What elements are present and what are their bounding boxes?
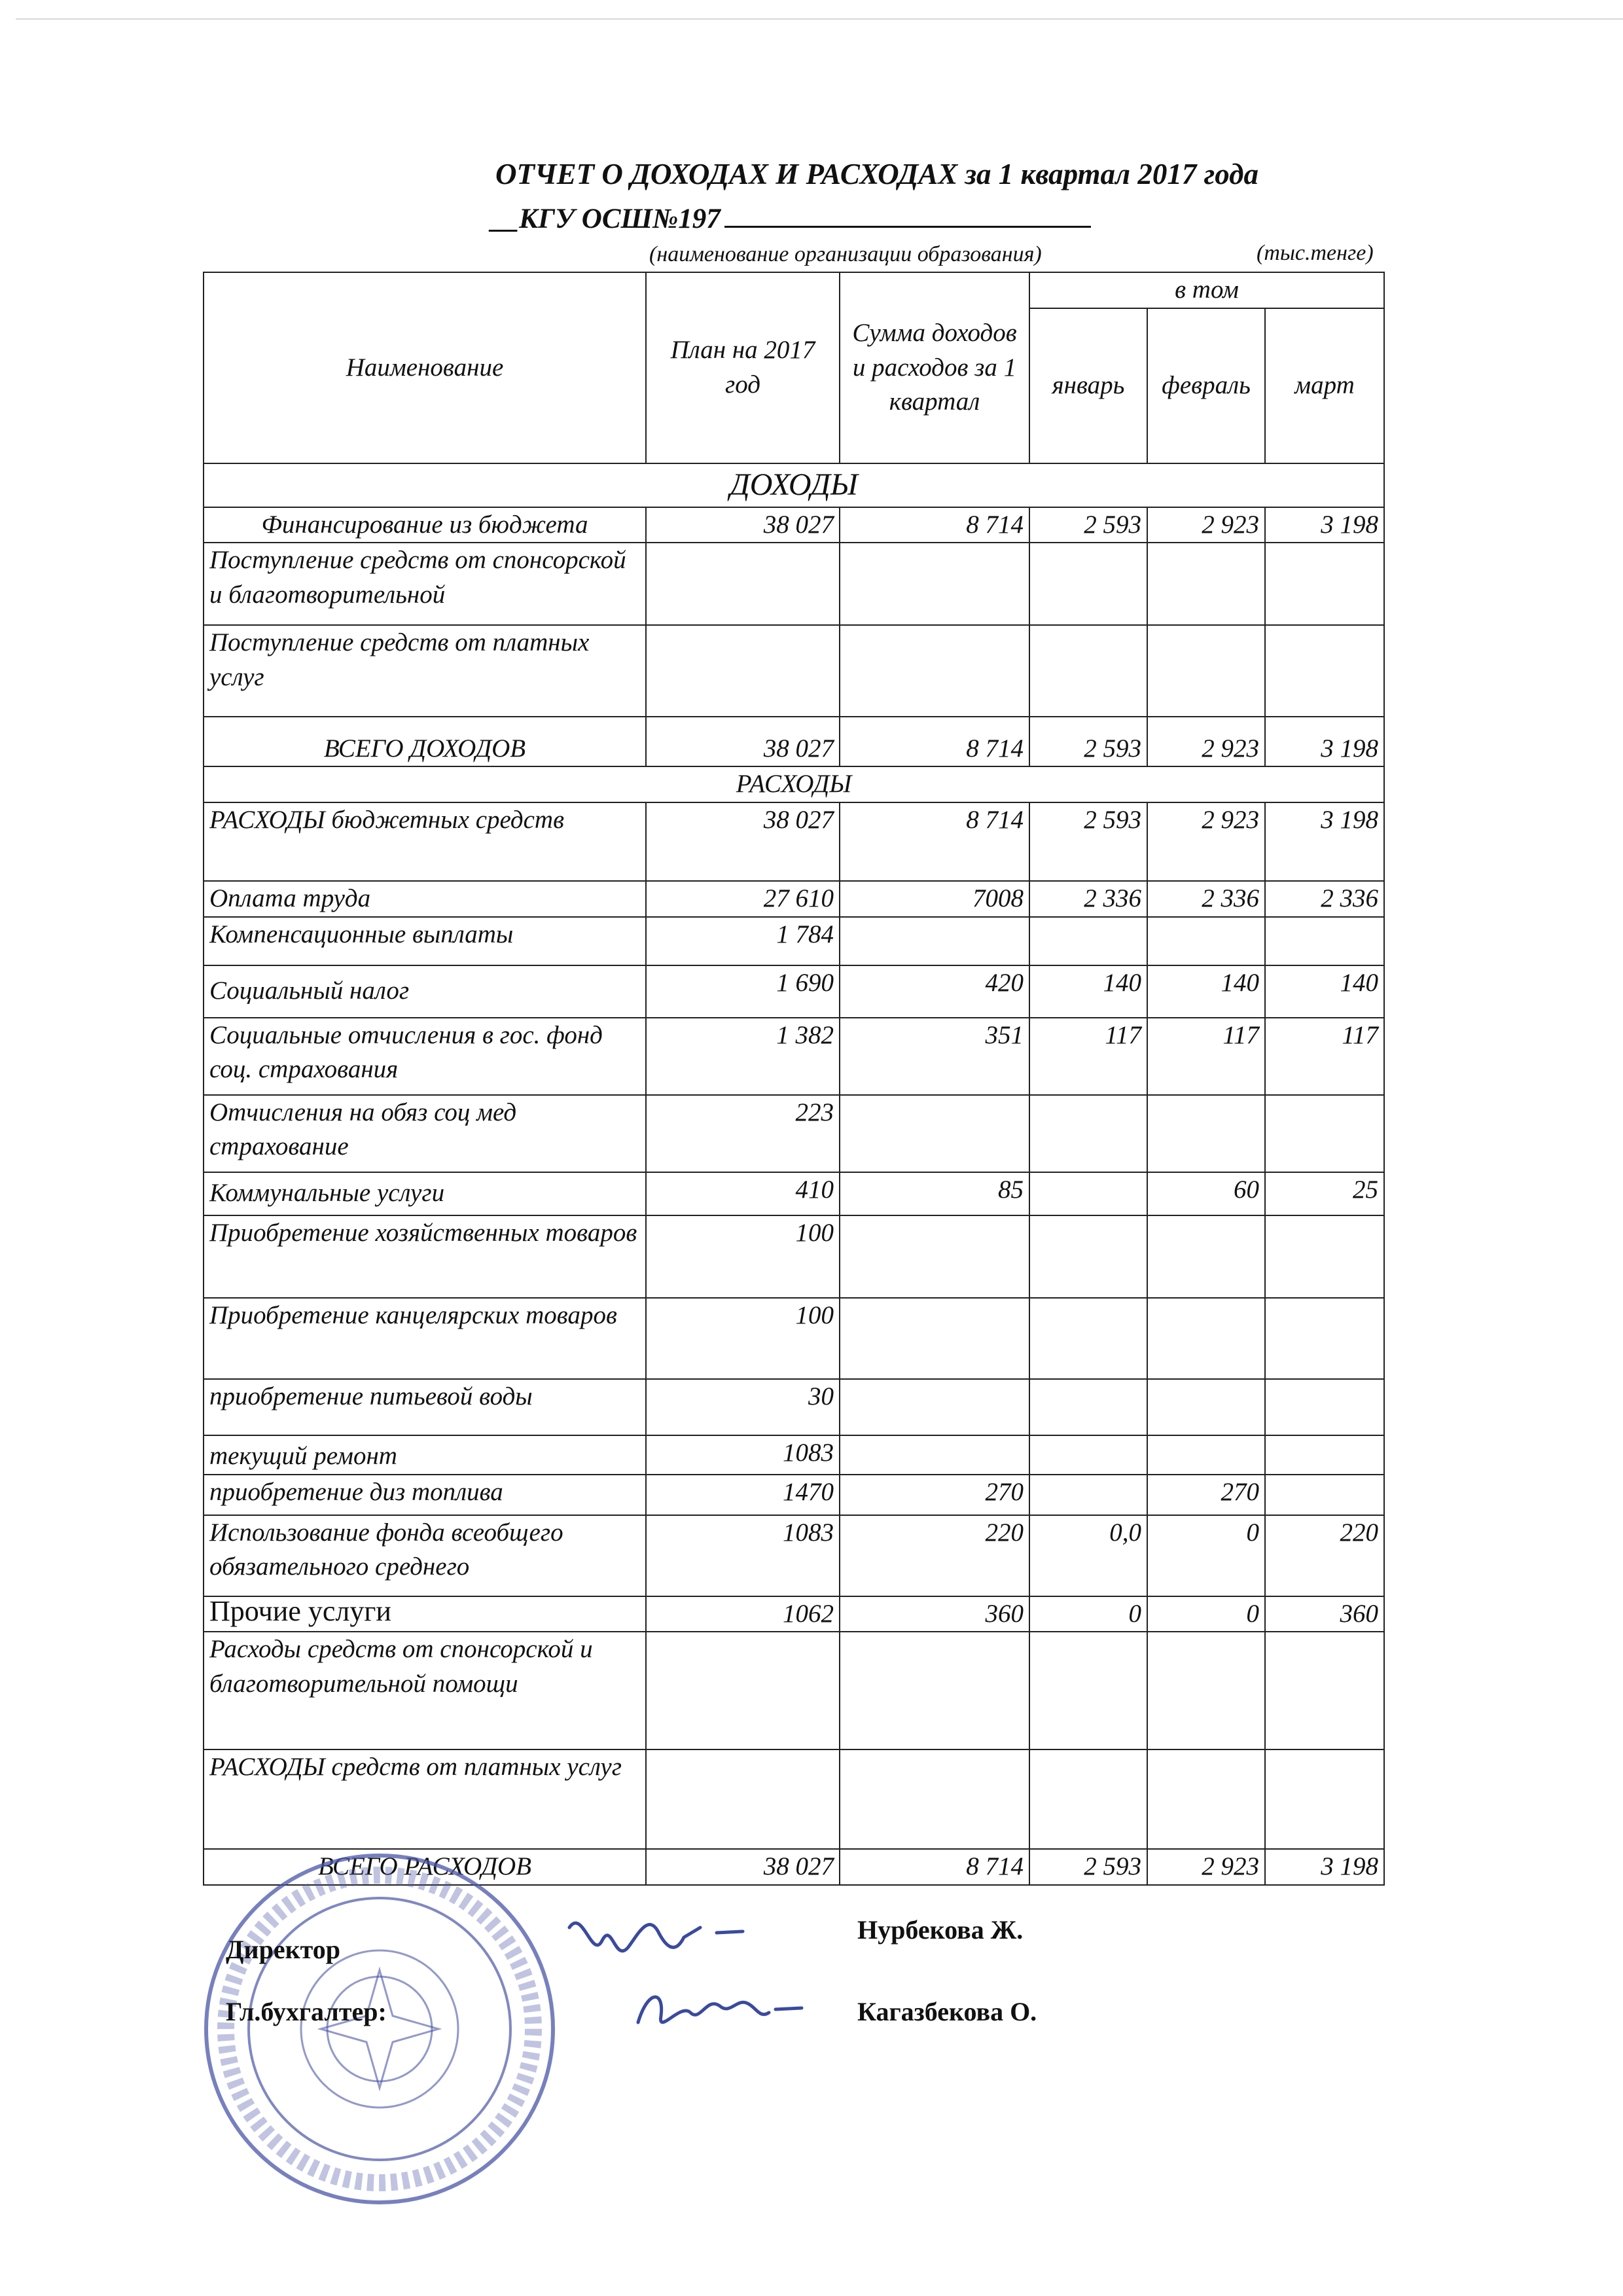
cell-mar <box>1265 1298 1384 1379</box>
row-name: Коммунальные услуги <box>204 1172 646 1215</box>
row-name: Финансирование из бюджета <box>204 507 646 543</box>
organization-caption: (наименование организации образования) <box>649 242 1042 266</box>
cell-sum: 270 <box>840 1475 1029 1515</box>
table-row <box>204 543 1384 625</box>
table-row <box>204 917 1384 965</box>
row-name: Оплата труда <box>204 881 646 917</box>
cell-mar: 3 198 <box>1265 507 1384 543</box>
cell-feb: 2 923 <box>1147 1849 1265 1885</box>
table-row <box>204 1298 1384 1379</box>
cell-jan: 0 <box>1029 1596 1147 1632</box>
cell-feb <box>1147 1379 1265 1435</box>
official-seal <box>196 1846 563 2212</box>
cell-feb <box>1147 1215 1265 1298</box>
cell-mar: 140 <box>1265 965 1384 1018</box>
row-name: Компенсационные выплаты <box>204 917 646 965</box>
cell-feb: 2 923 <box>1147 507 1265 543</box>
organization-name <box>491 203 1091 235</box>
cell-plan: 38 027 <box>646 802 840 881</box>
cell-mar <box>1265 1475 1384 1515</box>
header-in-that: в том <box>1029 272 1384 308</box>
row-name: Расходы средств от спонсорской и благотворительной помощи <box>204 1632 646 1749</box>
header-mar: март <box>1265 308 1384 463</box>
cell-jan <box>1029 543 1147 625</box>
header-sum: Сумма доходов и расходов за 1 квартал <box>840 272 1029 463</box>
cell-jan: 2 336 <box>1029 881 1147 917</box>
cell-mar <box>1265 543 1384 625</box>
table-row <box>204 965 1384 1018</box>
cell-feb: 0 <box>1147 1596 1265 1632</box>
cell-mar <box>1265 1379 1384 1435</box>
header-name: Наименование <box>204 272 646 463</box>
cell-plan: 1 690 <box>646 965 840 1018</box>
cell-plan: 410 <box>646 1172 840 1215</box>
cell-feb <box>1147 625 1265 717</box>
table-row <box>204 802 1384 881</box>
cell-plan <box>646 543 840 625</box>
scan-edge <box>16 18 1623 20</box>
report-title: ОТЧЕТ О ДОХОДАХ И РАСХОДАХ за 1 квартал 2017 года <box>495 158 1258 190</box>
director-label: Директор <box>226 1935 340 1964</box>
table-row <box>204 1172 1384 1215</box>
cell-sum: 360 <box>840 1596 1029 1632</box>
cell-jan: 140 <box>1029 965 1147 1018</box>
cell-feb <box>1147 1298 1265 1379</box>
table-row <box>204 1515 1384 1596</box>
cell-sum <box>840 543 1029 625</box>
cell-jan <box>1029 1215 1147 1298</box>
cell-jan <box>1029 625 1147 717</box>
cell-jan <box>1029 1632 1147 1749</box>
table-row <box>204 1018 1384 1095</box>
cell-jan: 0,0 <box>1029 1515 1147 1596</box>
cell-mar <box>1265 1435 1384 1475</box>
expense-section-title: РАСХОДЫ <box>204 766 1384 802</box>
cell-plan: 30 <box>646 1379 840 1435</box>
cell-plan: 223 <box>646 1095 840 1172</box>
row-name: Использование фонда всеобщего обязательного среднего <box>204 1515 646 1596</box>
row-name: ВСЕГО РАСХОДОВ <box>204 1849 646 1885</box>
accountant-signature <box>628 1977 812 2042</box>
cell-mar: 25 <box>1265 1172 1384 1215</box>
cell-sum: 351 <box>840 1018 1029 1095</box>
row-name: Поступление средств от спонсорской и благотворительной <box>204 543 646 625</box>
organization-name-text: __КГУ ОСШ№197 <box>491 204 721 234</box>
row-name: Приобретение канцелярских товаров <box>204 1298 646 1379</box>
cell-sum: 7008 <box>840 881 1029 917</box>
row-name: Социальные отчисления в гос. фонд соц. страхования <box>204 1018 646 1095</box>
row-name: Социальный налог <box>204 965 646 1018</box>
table-row <box>204 1379 1384 1435</box>
cell-plan: 38 027 <box>646 507 840 543</box>
cell-sum <box>840 1435 1029 1475</box>
cell-feb <box>1147 917 1265 965</box>
cell-mar: 3 198 <box>1265 802 1384 881</box>
cell-jan <box>1029 1749 1147 1849</box>
cell-feb: 270 <box>1147 1475 1265 1515</box>
cell-plan: 38 027 <box>646 1849 840 1885</box>
row-name: приобретение диз топлива <box>204 1475 646 1515</box>
row-name: текущий ремонт <box>204 1435 646 1475</box>
cell-mar <box>1265 1749 1384 1849</box>
cell-mar: 3 198 <box>1265 1849 1384 1885</box>
cell-mar <box>1265 1095 1384 1172</box>
cell-sum <box>840 1215 1029 1298</box>
cell-plan: 27 610 <box>646 881 840 917</box>
header-plan: План на 2017 год <box>646 272 840 463</box>
cell-jan <box>1029 1379 1147 1435</box>
cell-sum: 8 714 <box>840 802 1029 881</box>
cell-plan <box>646 1749 840 1849</box>
cell-sum <box>840 1632 1029 1749</box>
row-name: РАСХОДЫ бюджетных средств <box>204 802 646 881</box>
cell-sum: 85 <box>840 1172 1029 1215</box>
cell-plan <box>646 1632 840 1749</box>
cell-plan: 100 <box>646 1298 840 1379</box>
cell-mar <box>1265 625 1384 717</box>
accountant-label: Гл.бухгалтер: <box>226 1997 387 2026</box>
cell-plan: 1083 <box>646 1515 840 1596</box>
cell-mar: 3 198 <box>1265 717 1384 766</box>
director-signature <box>563 1901 772 1973</box>
cell-plan: 1062 <box>646 1596 840 1632</box>
organization-underline <box>724 204 1091 228</box>
cell-plan: 1083 <box>646 1435 840 1475</box>
cell-jan: 2 593 <box>1029 507 1147 543</box>
cell-jan <box>1029 1298 1147 1379</box>
header-jan: январь <box>1029 308 1147 463</box>
cell-plan <box>646 625 840 717</box>
cell-sum: 8 714 <box>840 1849 1029 1885</box>
cell-jan: 2 593 <box>1029 802 1147 881</box>
row-name: ВСЕГО ДОХОДОВ <box>204 717 646 766</box>
cell-sum <box>840 625 1029 717</box>
cell-jan: 117 <box>1029 1018 1147 1095</box>
cell-sum <box>840 1749 1029 1849</box>
table-row <box>204 881 1384 917</box>
cell-feb <box>1147 543 1265 625</box>
cell-plan: 38 027 <box>646 717 840 766</box>
cell-mar: 220 <box>1265 1515 1384 1596</box>
cell-jan <box>1029 1095 1147 1172</box>
cell-mar: 360 <box>1265 1596 1384 1632</box>
report-table <box>203 272 1385 1886</box>
cell-feb <box>1147 1749 1265 1849</box>
cell-mar <box>1265 1215 1384 1298</box>
cell-mar <box>1265 917 1384 965</box>
row-name: Приобретение хозяйственных товаров <box>204 1215 646 1298</box>
cell-plan: 1470 <box>646 1475 840 1515</box>
cell-mar <box>1265 1632 1384 1749</box>
table-row <box>204 1435 1384 1475</box>
cell-sum: 420 <box>840 965 1029 1018</box>
accountant-name: Кагазбекова О. <box>857 1997 1037 2026</box>
cell-feb <box>1147 1632 1265 1749</box>
cell-feb: 140 <box>1147 965 1265 1018</box>
table-row <box>204 1475 1384 1515</box>
cell-feb: 60 <box>1147 1172 1265 1215</box>
cell-mar: 2 336 <box>1265 881 1384 917</box>
cell-jan <box>1029 1435 1147 1475</box>
cell-feb: 117 <box>1147 1018 1265 1095</box>
cell-jan <box>1029 1172 1147 1215</box>
units-label: (тыс.тенге) <box>1257 241 1374 265</box>
table-row <box>204 507 1384 543</box>
cell-sum <box>840 1095 1029 1172</box>
income-section-title: ДОХОДЫ <box>204 463 1384 507</box>
cell-sum: 8 714 <box>840 507 1029 543</box>
cell-sum <box>840 1298 1029 1379</box>
cell-feb: 2 923 <box>1147 802 1265 881</box>
cell-plan: 100 <box>646 1215 840 1298</box>
cell-feb: 2 336 <box>1147 881 1265 917</box>
cell-sum <box>840 1379 1029 1435</box>
row-name: РАСХОДЫ средств от платных услуг <box>204 1749 646 1849</box>
table-row <box>204 625 1384 717</box>
cell-plan: 1 784 <box>646 917 840 965</box>
cell-jan: 2 593 <box>1029 717 1147 766</box>
cell-feb: 2 923 <box>1147 717 1265 766</box>
cell-jan: 2 593 <box>1029 1849 1147 1885</box>
header-feb: февраль <box>1147 308 1265 463</box>
cell-feb <box>1147 1435 1265 1475</box>
row-name: Поступление средств от платных услуг <box>204 625 646 717</box>
table-row <box>204 1215 1384 1298</box>
row-name: Прочие услуги <box>204 1596 646 1632</box>
cell-mar: 117 <box>1265 1018 1384 1095</box>
table-row <box>204 1749 1384 1849</box>
director-name: Нурбекова Ж. <box>857 1915 1024 1945</box>
cell-sum: 220 <box>840 1515 1029 1596</box>
table-row <box>204 1632 1384 1749</box>
cell-jan <box>1029 917 1147 965</box>
row-name: приобретение питьевой воды <box>204 1379 646 1435</box>
cell-plan: 1 382 <box>646 1018 840 1095</box>
cell-sum <box>840 917 1029 965</box>
table-row <box>204 1095 1384 1172</box>
income-total-row <box>204 717 1384 766</box>
cell-sum: 8 714 <box>840 717 1029 766</box>
table-row <box>204 1596 1384 1632</box>
row-name: Отчисления на обяз соц мед страхование <box>204 1095 646 1172</box>
cell-feb <box>1147 1095 1265 1172</box>
cell-jan <box>1029 1475 1147 1515</box>
cell-feb: 0 <box>1147 1515 1265 1596</box>
